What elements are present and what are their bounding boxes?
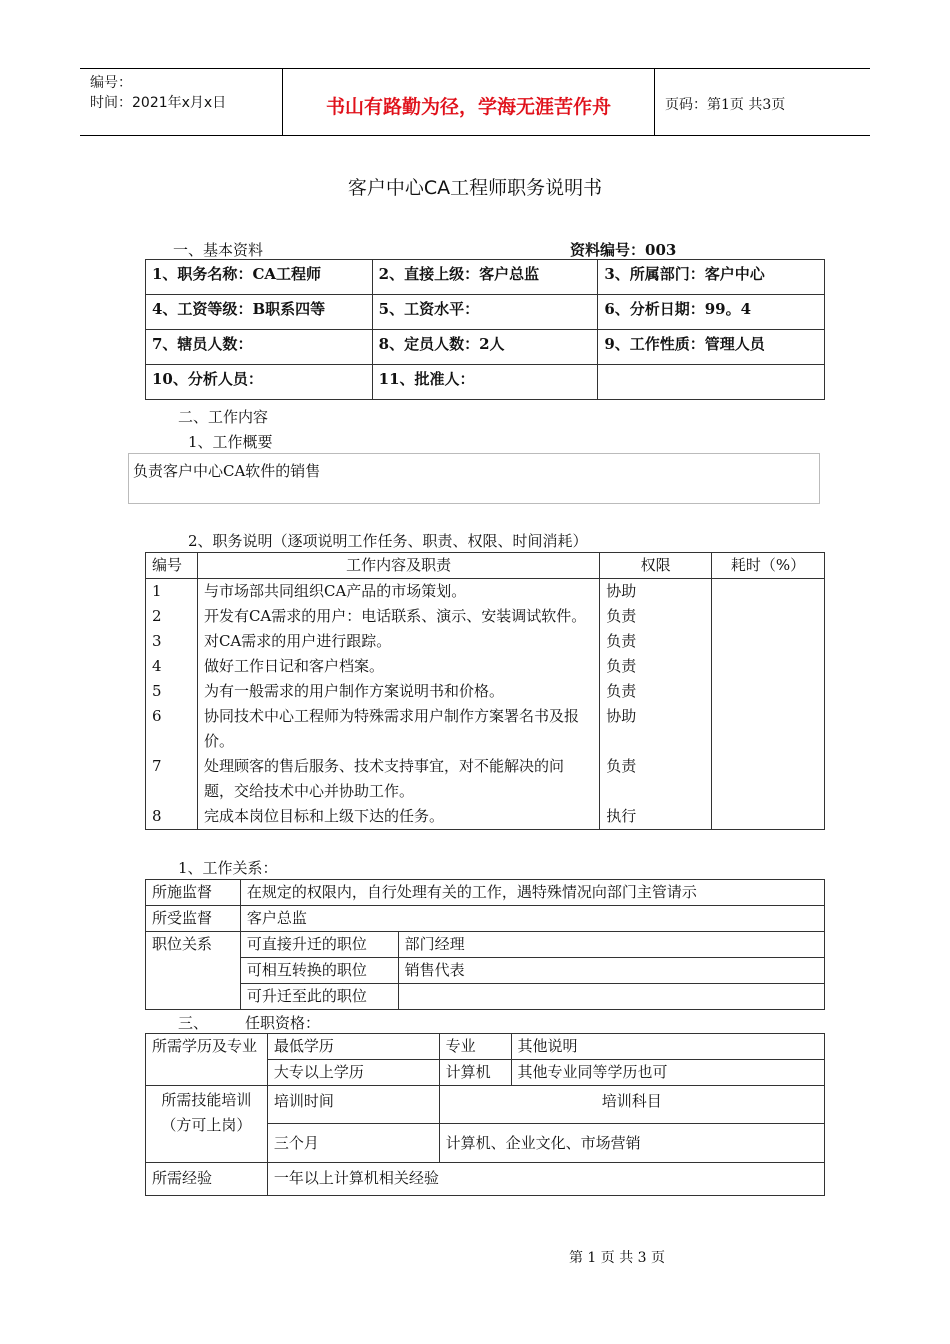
approver-cell: 11、批准人：	[372, 365, 598, 400]
document-title: 客户中心CA工程师职务说明书	[347, 177, 603, 199]
work-relations-heading: 1、工作关系：	[178, 859, 278, 877]
duties-header-row	[146, 553, 825, 579]
other-notes-value: 其他专业同等学历也可	[511, 1060, 825, 1086]
qualifications-heading-number: 三、	[178, 1014, 209, 1032]
work-relations-table	[145, 879, 825, 1010]
duty-no: 7	[146, 754, 198, 804]
duty-authority: 负责	[600, 679, 712, 704]
job-title-cell: 1、职务名称：CA工程师	[146, 260, 373, 295]
promote-label: 可直接升迁的职位	[240, 932, 398, 958]
promote-value: 部门经理	[398, 932, 824, 958]
major-value: 计算机	[439, 1060, 511, 1086]
training-label: 所需技能培训（方可上岗）	[146, 1086, 268, 1163]
work-overview-text: 负责客户中心CA软件的销售	[133, 462, 321, 480]
qualifications-table	[145, 1033, 825, 1196]
duty-authority: 负责	[600, 629, 712, 654]
duty-text: 与市场部共同组织CA产品的市场策划。	[197, 579, 599, 605]
supervised-label: 所受监督	[146, 906, 241, 932]
duty-text: 处理顾客的售后服务、技术支持事宜，对不能解决的问题，交给技术中心并协助工作。	[197, 754, 599, 804]
experience-value: 一年以上计算机相关经验	[267, 1163, 824, 1196]
col-no-header: 编号	[146, 553, 198, 579]
position-relations-label: 职位关系	[146, 932, 241, 1010]
document-number-label: 编号：	[90, 75, 132, 91]
col-authority-header: 权限	[600, 553, 712, 579]
salary-level-cell: 5、工资水平：	[372, 295, 598, 330]
staff-count-cell: 7、辖员人数：	[146, 330, 373, 365]
section-work-content-heading: 二、工作内容	[178, 408, 269, 426]
supervise-label: 所施监督	[146, 880, 241, 906]
duty-text: 做好工作日记和客户档案。	[197, 654, 599, 679]
education-label: 所需学历及专业	[146, 1034, 268, 1086]
duty-row	[146, 579, 825, 605]
duty-text: 完成本岗位目标和上级下达的任务。	[197, 804, 599, 830]
duty-authority: 负责	[600, 654, 712, 679]
training-time-value: 三个月	[267, 1124, 439, 1163]
duty-time	[712, 579, 825, 830]
other-notes-label: 其他说明	[511, 1034, 825, 1060]
min-education-value: 大专以上学历	[267, 1060, 439, 1086]
analyst-cell: 10、分析人员：	[146, 365, 373, 400]
page-footer: 第 1 页 共 3 页	[568, 1250, 666, 1266]
supervise-text: 在规定的权限内，自行处理有关的工作，遇特殊情况向部门主管请示	[240, 880, 824, 906]
promote-from-label: 可升迁至此的职位	[240, 984, 398, 1010]
duty-no: 3	[146, 629, 198, 654]
salary-grade-cell: 4、工资等级：B职系四等	[146, 295, 373, 330]
job-nature-cell: 9、工作性质：管理人员	[598, 330, 825, 365]
duty-no: 1	[146, 579, 198, 605]
duty-no: 5	[146, 679, 198, 704]
duty-no: 4	[146, 654, 198, 679]
work-overview-heading: 1、工作概要	[188, 433, 273, 451]
direct-superior-cell: 2、直接上级：客户总监	[372, 260, 598, 295]
header-page-info: 页码：第1页 共3页	[665, 97, 786, 113]
document-code: 资料编号：003	[570, 241, 677, 259]
duty-authority: 协助	[600, 704, 712, 754]
min-education-label: 最低学历	[267, 1034, 439, 1060]
promote-from-value	[398, 984, 824, 1010]
duties-heading: 2、职务说明（逐项说明工作任务、职责、权限、时间消耗）	[188, 532, 588, 550]
qualifications-heading: 任职资格：	[245, 1014, 321, 1032]
duty-text: 为有一般需求的用户制作方案说明书和价格。	[197, 679, 599, 704]
document-time-label: 时间：2021年x月x日	[90, 95, 227, 111]
duty-text: 对CA需求的用户进行跟踪。	[197, 629, 599, 654]
department-cell: 3、所属部门：客户中心	[598, 260, 825, 295]
supervised-text: 客户总监	[240, 906, 824, 932]
col-time-header: 耗时（%）	[712, 553, 825, 579]
work-overview-box	[128, 453, 820, 504]
header-motto: 书山有路勤为径，学海无涯苦作舟	[325, 96, 611, 118]
duty-authority: 负责	[600, 754, 712, 804]
training-time-label: 培训时间	[267, 1086, 439, 1124]
experience-label: 所需经验	[146, 1163, 268, 1196]
duty-authority: 负责	[600, 604, 712, 629]
analysis-date-cell: 6、分析日期：99。4	[598, 295, 825, 330]
section-basic-info-heading: 一、基本资料	[173, 241, 264, 259]
training-subject-value: 计算机、企业文化、市场营销	[439, 1124, 824, 1163]
basic-info-table	[145, 259, 825, 400]
duty-text: 协同技术中心工程师为特殊需求用户制作方案署名书及报价。	[197, 704, 599, 754]
duty-text: 开发有CA需求的用户：电话联系、演示、安装调试软件。	[197, 604, 599, 629]
duty-no: 8	[146, 804, 198, 830]
rotate-label: 可相互转换的职位	[240, 958, 398, 984]
training-subject-label: 培训科目	[439, 1086, 824, 1124]
duties-table	[145, 552, 825, 830]
duty-no: 2	[146, 604, 198, 629]
rotate-value: 销售代表	[398, 958, 824, 984]
duty-no: 6	[146, 704, 198, 754]
duty-authority: 协助	[600, 579, 712, 605]
headcount-cell: 8、定员人数：2人	[372, 330, 598, 365]
col-content-header: 工作内容及职责	[197, 553, 599, 579]
major-label: 专业	[439, 1034, 511, 1060]
empty-cell	[598, 365, 825, 400]
duty-authority: 执行	[600, 804, 712, 830]
